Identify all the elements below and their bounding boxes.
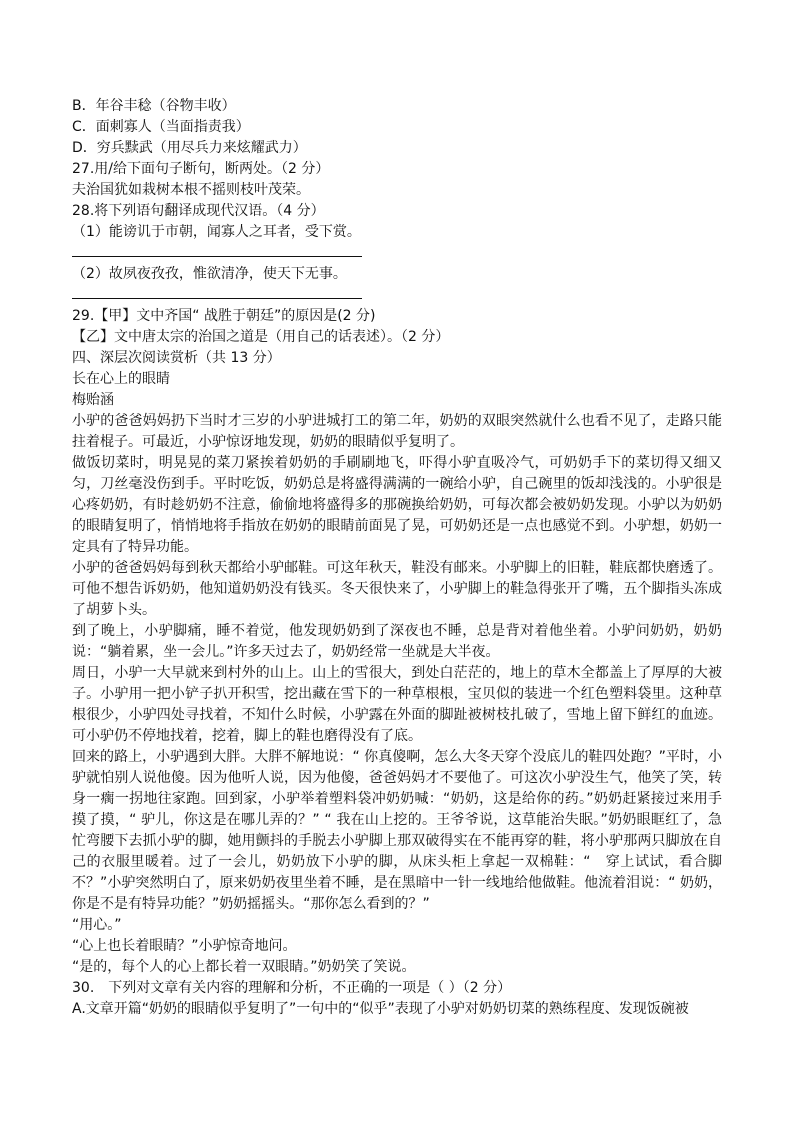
document-page xyxy=(72,96,722,1020)
question-29-item-2: 【乙】文中唐太宗的治国之道是（用自己的话表述）。（2 分） xyxy=(72,329,450,345)
question-28-item-1: （1）能谤讥于市朝，闻寡人之耳者，受下赏。 xyxy=(72,224,361,240)
section-heading: 四、深层次阅读赏析（共 13 分） xyxy=(72,350,281,366)
article-title: 长在心上的眼睛 xyxy=(72,371,170,387)
option-b: B．年谷丰稔（谷物丰收） xyxy=(72,98,236,114)
article-paragraph-7: “用心。” xyxy=(72,917,122,933)
option-d: D．穷兵黩武（用尽兵力来炫耀武力） xyxy=(72,140,307,156)
article-paragraph-2: 做饭切菜时，明晃晃的菜刀紧挨着奶奶的手刷刷地飞，吓得小驴直吸冷气，可奶奶手下的菜切得又细又匀，刀丝毫没伤到手。平时吃饭，奶奶总是将盛得满满的一碗给小驴，自己碗里的饭却浅浅的。小驴很是心疼奶奶，有时趁奶奶不注意，偷偷地将盛得多的那碗换给奶奶，可每次都会被奶奶发现。小驴以为奶奶的眼睛复明了，悄悄地将手指放在奶奶的眼睛前面晃了晃，可奶奶还是一点也感觉不到。小驴想，奶奶一定具有了特异功能。 xyxy=(72,455,722,555)
article-paragraph-6: 回来的路上，小驴遇到大胖。大胖不解地说：“ 你真傻啊，怎么大冬天穿个没底儿的鞋四处跑？”平时，小驴就怕别人说他傻。因为他听人说，因为他傻，爸爸妈妈才不要他了。可这次小驴没生气，他笑了笑，转身一瘸一拐地往家跑。回到家，小驴举着塑料袋冲奶奶喊：“奶奶，这是给你的药。”奶奶赶紧接过来用手摸了摸，“ 驴儿，你这是在哪儿弄的？” “ 我在山上挖的。王爷爷说，这草能治失眠。”奶奶眼眶红了，急忙弯腰下去抓小驴的脚，她用颤抖的手脱去小驴脚上那双破得实在不能再穿的鞋，将小驴那两只脚放在自己的衣服里暖着。过了一会儿，奶奶放下小驴的脚，从床头柜上拿起一双棉鞋：“ 穿上试试，看合脚不？”小驴突然明白了，原来奶奶夜里坐着不睡，是在黑暗中一针一线地给他做鞋。他流着泪说：“ 奶奶，你是不是有特异功能？”奶奶摇摇头。“那你怎么看到的？” xyxy=(72,749,722,912)
question-30-option-a: A.文章开篇“奶奶的眼睛似乎复明了”一句中的“似乎”表现了小驴对奶奶切菜的熟练程度、发现饭碗被 xyxy=(72,1001,689,1017)
question-28-item-2: （2）故夙夜孜孜，惟欲清净，使天下无事。 xyxy=(72,266,347,282)
article-paragraph-9: “是的，每个人的心上都长着一双眼睛。”奶奶笑了笑说。 xyxy=(72,959,416,975)
answer-blank-2 xyxy=(72,285,722,306)
article-paragraph-8: “心上也长着眼睛？”小驴惊奇地问。 xyxy=(72,938,297,954)
question-30-title: 30. 下列对文章有关内容的理解和分析，不正确的一项是（ ）（2 分） xyxy=(72,980,512,996)
article-paragraph-5: 周日，小驴一大早就来到村外的山上。山上的雪很大，到处白茫茫的，地上的草木全都盖上了厚厚的大被子。小驴用一把小铲子扒开积雪，挖出藏在雪下的一种草根根，宝贝似的装进一个红色塑料袋里。这种草根很少，小驴四处寻找着，不知什么时候，小驴露在外面的脚趾被树枝扎破了，雪地上留下鲜红的血迹。可小驴仍不停地找着，挖着，脚上的鞋也磨得没有了底。 xyxy=(72,665,722,744)
question-27-title: 27.用/给下面句子断句，断两处。（2 分） xyxy=(72,161,330,177)
option-c: C．面刺寡人（当面指责我） xyxy=(72,119,250,135)
question-28-title: 28.将下列语句翻译成现代汉语。（4 分） xyxy=(72,203,325,219)
article-paragraph-4: 到了晚上，小驴脚痛，睡不着觉，他发现奶奶到了深夜也不睡，总是背对着他坐着。小驴问奶奶，奶奶说：“躺着累，坐一会儿。”许多天过去了，奶奶经常一坐就是大半夜。 xyxy=(72,623,722,660)
question-27-sentence: 夫治国犹如栽树本根不摇则枝叶茂荣。 xyxy=(72,182,310,198)
question-29-item-1: 29.【甲】文中齐国“ 战胜于朝廷”的原因是(2 分) xyxy=(72,308,376,324)
article-paragraph-1: 小驴的爸爸妈妈扔下当时才三岁的小驴进城打工的第二年，奶奶的双眼突然就什么也看不见了，走路只能拄着棍子。可最近，小驴惊讶地发现，奶奶的眼睛似乎复明了。 xyxy=(72,413,722,450)
article-paragraph-3: 小驴的爸爸妈妈每到秋天都给小驴邮鞋。可这年秋天，鞋没有邮来。小驴脚上的旧鞋，鞋底都快磨透了。可他不想告诉奶奶，他知道奶奶没有钱买。冬天很快来了，小驴脚上的鞋急得张开了嘴，五个脚指头冻成了胡萝卜头。 xyxy=(72,560,722,618)
article-author: 梅贻涵 xyxy=(72,392,114,408)
answer-blank-1 xyxy=(72,243,722,264)
